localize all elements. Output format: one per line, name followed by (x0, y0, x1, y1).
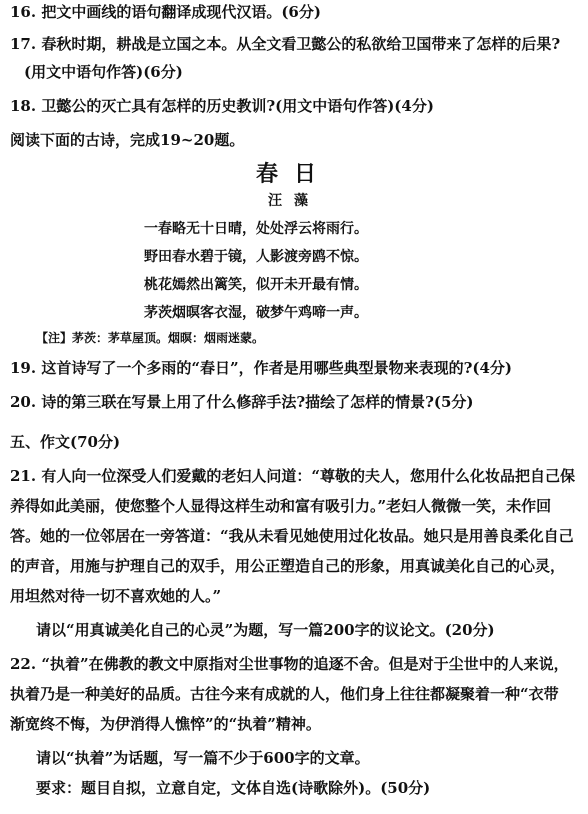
question-17: 17. 春秋时期，耕战是立国之本。从全文看卫懿公的私欲给卫国带来了怎样的后果? (10, 35, 561, 53)
section-five-heading: 五、作文(70分) (10, 433, 121, 451)
question-22-line-1: 22. “执着”在佛教的教文中原指对尘世事物的追逐不舍。但是对于尘世中的人来说， (10, 655, 569, 673)
question-21-line-1: 21. 有人向一位深受人们爱戴的老妇人问道：“尊敬的夫人，您用什么化妆品把自己保 (10, 467, 575, 485)
question-22-task: 请以“执着”为话题，写一篇不少于600字的文章。 (36, 749, 370, 767)
question-21-task: 请以“用真诚美化自己的心灵”为题，写一篇200字的议论文。(20分) (36, 621, 495, 639)
poem-line-3: 桃花嫣然出篱笑，似开未开最有情。 (144, 277, 368, 293)
poem-line-1: 一春略无十日晴，处处浮云将雨行。 (144, 221, 368, 237)
poem-line-4: 茅茨烟暝客衣湿，破梦午鸡啼一声。 (144, 305, 368, 321)
question-16: 16. 把文中画线的语句翻译成现代汉语。(6分) (10, 3, 321, 21)
poem-note: 【注】茅茨：茅草屋顶。烟暝：烟雨迷蒙。 (36, 331, 265, 345)
question-21-line-5: 用坦然对待一切不喜欢她的人。” (10, 587, 222, 605)
question-17-note: (用文中语句作答)(6分) (24, 63, 183, 81)
poem-intro: 阅读下面的古诗，完成19~20题。 (10, 131, 245, 149)
question-18: 18. 卫懿公的灭亡具有怎样的历史教训?(用文中语句作答)(4分) (10, 97, 434, 115)
question-21-line-3: 答。她的一位邻居在一旁答道：“我从未看见她使用过化妆品。她只是用善良柔化自己 (10, 527, 574, 545)
question-19: 19. 这首诗写了一个多雨的“春日”，作者是用哪些典型景物来表现的?(4分) (10, 359, 512, 377)
question-20: 20. 诗的第三联在写景上用了什么修辞手法?描绘了怎样的情景?(5分) (10, 393, 474, 411)
poem-line-2: 野田春水碧于镜，人影渡旁鸥不惊。 (144, 249, 368, 265)
poem-author: 汪藻 (268, 193, 320, 209)
question-21-line-2: 养得如此美丽，使您整个人显得这样生动和富有吸引力。”老妇人微微一笑，未作回 (10, 497, 552, 515)
question-22-requirements: 要求：题目自拟，立意自定，文体自选(诗歌除外)。(50分) (36, 779, 431, 797)
question-22-line-2: 执着乃是一种美好的品质。古往今来有成就的人，他们身上往往都凝聚着一种“衣带 (10, 685, 559, 703)
poem-title: 春日 (255, 161, 332, 187)
question-21-line-4: 的声音，用施与护理自己的双手，用公正塑造自己的形象，用真诚美化自己的心灵， (10, 557, 566, 575)
question-22-line-3: 渐宽终不悔，为伊消得人憔悴”的“执着”精神。 (10, 715, 321, 733)
